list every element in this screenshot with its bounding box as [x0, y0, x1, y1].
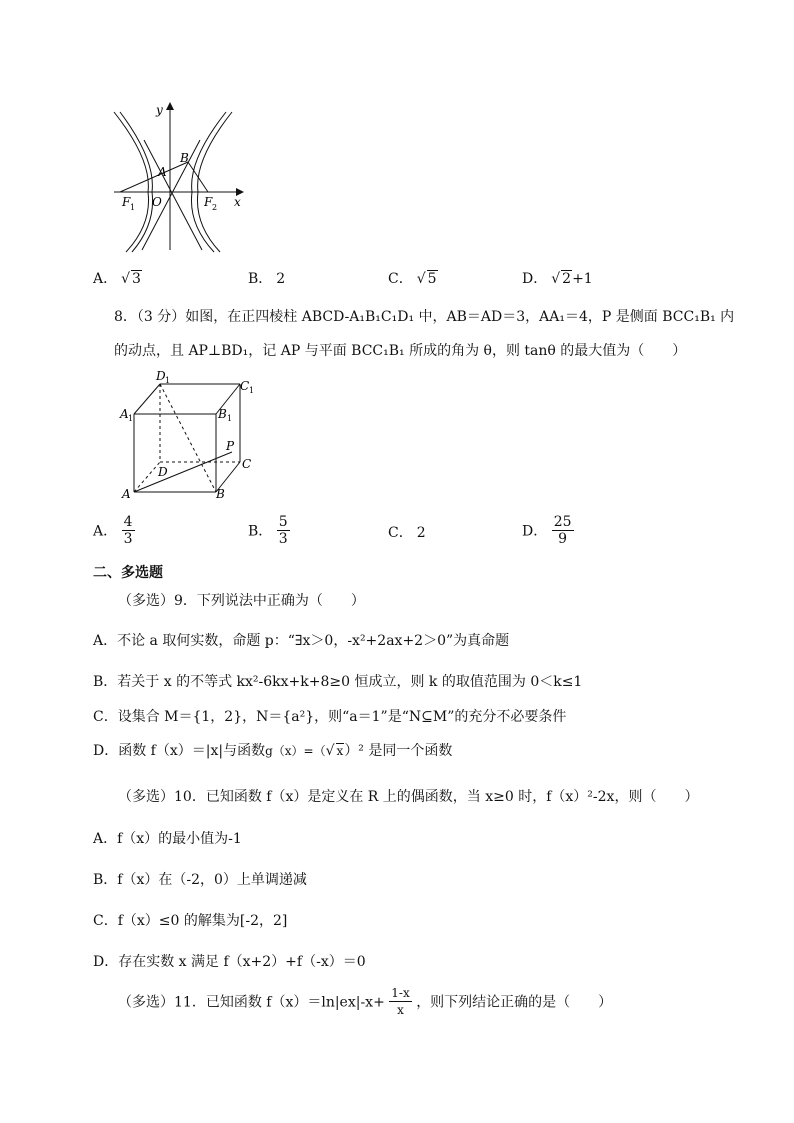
- denominator: 9: [558, 531, 568, 547]
- fig7-label-b: B: [180, 151, 189, 165]
- q9-option-c: C．设集合 M＝{1，2}，N＝{a²}，则“a＝1”是“N⊆M”的充分不必要条件: [93, 709, 567, 725]
- q11-stem: [118, 985, 612, 1018]
- fraction: [122, 514, 135, 547]
- fig8-label-p: P: [226, 439, 235, 453]
- q9-stem: （多选）9．下列说法中正确为（ ）: [118, 593, 365, 609]
- q10-option-a: A．f（x）的最小值为-1: [93, 831, 242, 847]
- option-letter: A．: [93, 523, 118, 540]
- fig7-label-o: O: [152, 195, 162, 209]
- hyperbola-figure: [108, 100, 250, 255]
- radicand: 3: [132, 271, 141, 287]
- option-letter: B．: [248, 271, 273, 287]
- fraction: [389, 985, 411, 1018]
- fig7-label-a: A: [158, 165, 167, 179]
- option-letter: D．: [522, 271, 548, 287]
- q11-stem-prefix: （多选）11．已知函数 f（x）＝ln|ex|-x+: [118, 994, 385, 1011]
- q8-option-c: [388, 522, 426, 542]
- q8-stem-line2: 的动点，且 AP⊥BD₁，记 AP 与平面 BCC₁B₁ 所成的角为 θ，则 tanθ 的最大值为（ ）: [114, 343, 687, 359]
- q7-option-d: D． √ 2+1: [522, 271, 593, 287]
- q7-option-c: C． √ 5: [388, 271, 437, 287]
- fig8-label-b1: B: [218, 407, 227, 421]
- q8-option-d: [522, 514, 574, 547]
- fig8-label-d1: D: [156, 370, 166, 383]
- option-value: 2: [276, 271, 286, 287]
- radicand: 5: [427, 271, 437, 287]
- fig8-label-b: B: [216, 487, 225, 501]
- fig7-label-y: y: [156, 103, 163, 117]
- option-d-suffix: ）² 是同一个函数: [344, 743, 453, 759]
- fig8-label-b1-sub: 1: [227, 414, 233, 423]
- fig8-label-c: C: [242, 457, 252, 471]
- fraction: [277, 514, 290, 547]
- q10-option-c: C．f（x）≤0 的解集为[-2，2]: [93, 913, 288, 929]
- fig8-label-a1: A: [120, 407, 129, 421]
- fig7-label-x: x: [234, 195, 241, 209]
- radicand: 2: [562, 271, 572, 287]
- q9-option-d: D．函数 f（x）＝|x|与函数g（x）=（√ x）² 是同一个函数: [93, 743, 453, 759]
- fig7-label-f2-sub: 2: [212, 203, 218, 212]
- denominator: 3: [123, 531, 133, 547]
- option-suffix: +1: [572, 271, 593, 287]
- q8-option-a: [93, 514, 135, 547]
- numerator: 1-x: [391, 986, 410, 1000]
- option-letter: D．: [522, 523, 548, 540]
- option-letter: C．: [388, 525, 413, 541]
- q9-option-a: A．不论 a 取何实数，命题 p：“∃x＞0，-x²+2ax+2＞0”为真命题: [93, 633, 510, 649]
- denominator: 3: [278, 531, 288, 547]
- radicand: x: [336, 744, 344, 758]
- fig8-label-d1-sub: 1: [165, 376, 171, 385]
- fig8-label-a1-sub: 1: [128, 414, 134, 423]
- fig8-label-c1-sub: 1: [249, 386, 255, 395]
- q11-stem-suffix: ，则下列结论正确的是（ ）: [416, 994, 613, 1011]
- fig8-label-a: A: [122, 487, 131, 501]
- option-letter: C．: [388, 271, 413, 287]
- q10-option-b: B．f（x）在（-2，0）上单调递减: [93, 872, 307, 888]
- numerator: 5: [278, 514, 288, 530]
- q8-option-b: [248, 514, 290, 547]
- option-letter: B．: [248, 523, 273, 540]
- fig7-label-f1-sub: 1: [130, 203, 136, 212]
- denominator: x: [397, 1003, 404, 1017]
- function-g: g（x）=（: [265, 744, 326, 758]
- q10-stem: （多选）10．已知函数 f（x）是定义在 R 上的偶函数，当 x≥0 时，f（x）²-2x，则（ ）: [118, 789, 699, 805]
- option-d-prefix: D．函数 f（x）＝|x|与函数: [93, 743, 266, 759]
- section-title: 二、多选题: [93, 565, 163, 581]
- fig8-label-c1: C: [240, 379, 250, 393]
- q7-option-b: [248, 268, 285, 288]
- fig8-label-d: D: [158, 465, 168, 479]
- fig7-label-f2: F: [204, 195, 213, 209]
- numerator: 25: [553, 514, 572, 530]
- prism-figure: [118, 370, 268, 505]
- q7-option-a: A． √ 3: [93, 271, 141, 287]
- fig7-label-f1: F: [122, 195, 131, 209]
- fraction: [552, 514, 574, 547]
- option-value: 2: [416, 525, 426, 541]
- numerator: 4: [123, 514, 133, 530]
- q10-option-d: D．存在实数 x 满足 f（x+2）+f（-x）＝0: [93, 954, 366, 970]
- q8-stem-line1: 8．（3 分）如图，在正四棱柱 ABCD-A₁B₁C₁D₁ 中，AB＝AD＝3，AA₁＝4，P 是侧面 BCC₁B₁ 内: [114, 309, 735, 325]
- option-letter: A．: [93, 271, 118, 287]
- q9-option-b: B．若关于 x 的不等式 kx²-6kx+k+8≥0 恒成立，则 k 的取值范围为 0＜k≤1: [93, 674, 583, 690]
